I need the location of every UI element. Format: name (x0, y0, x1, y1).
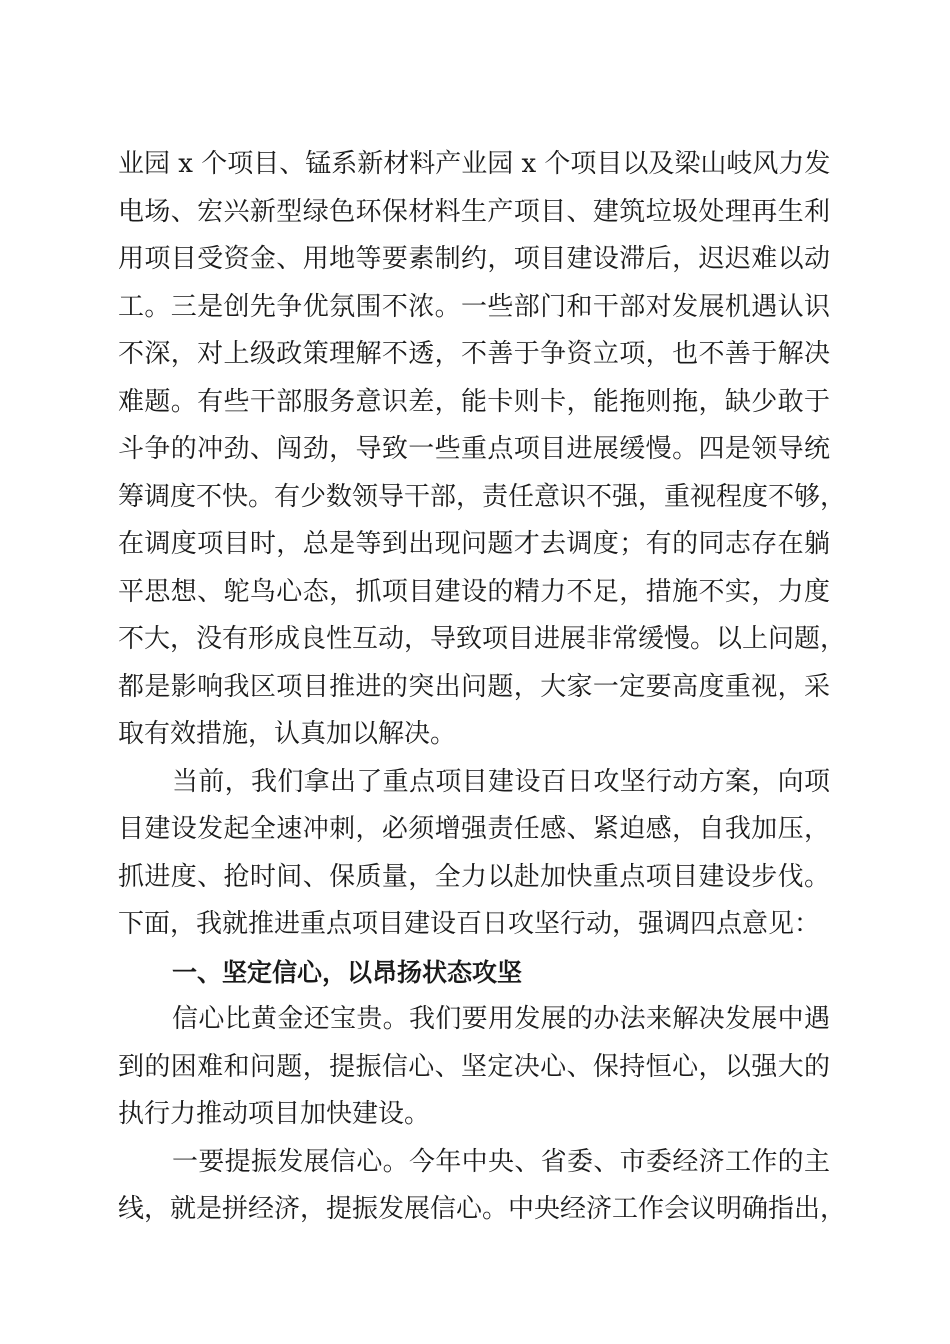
text-line-21: 执行力推动项目加快建设。 (118, 1099, 431, 1129)
text-line-13: 取有效措施，认真加以解决。 (118, 719, 457, 749)
text-line-19: 信心比黄金还宝贵。我们要用发展的办法来解决发展中遇 (172, 1004, 830, 1034)
text-line-4: 工。三是创先争优氛围不浓。一些部门和干部对发展机遇认识 (118, 291, 830, 322)
text-line-8: 筹调度不快。有少数领导干部，责任意识不强，重视程度不够， (118, 481, 847, 512)
section-heading: 一、坚定信心，以昂扬状态攻坚 (172, 957, 523, 987)
text-line-16: 抓进度、抢时间、保质量，全力以赴加快重点项目建设步伐。 (118, 861, 830, 892)
text-line-22: 一要提振发展信心。今年中央、省委、市委经济工作的主 (172, 1146, 830, 1177)
document-body (118, 141, 847, 1234)
text-line-3: 用项目受资金、用地等要素制约，项目建设滞后，迟迟难以动 (118, 244, 830, 274)
text-line-15: 目建设发起全速冲刺，必须增强责任感、紧迫感，自我加压， (118, 814, 830, 844)
text-line-11: 不大，没有形成良性互动，导致项目进展非常缓慢。以上问题， (118, 624, 847, 654)
text-line-1: 业园 x 个项目、锰系新材料产业园 x 个项目以及梁山岐风力发 (118, 149, 831, 179)
text-line-17: 下面，我就推进重点项目建设百日攻坚行动，强调四点意见： (118, 909, 821, 939)
text-line-5: 不深，对上级政策理解不透，不善于争资立项，也不善于解决 (118, 339, 830, 369)
text-line-20: 到的困难和问题，提振信心、坚定决心、保持恒心，以强大的 (118, 1051, 830, 1082)
text-line-6: 难题。有些干部服务意识差，能卡则卡，能拖则拖，缺少敢于 (118, 386, 830, 417)
text-line-10: 平思想、鸵鸟心态，抓项目建设的精力不足，措施不实，力度 (118, 576, 830, 607)
text-line-12: 都是影响我区项目推进的突出问题，大家一定要高度重视，采 (118, 671, 830, 702)
text-line-23: 线，就是拼经济，提振发展信心。中央经济工作会议明确指出， (118, 1194, 847, 1224)
text-line-9: 在调度项目时，总是等到出现问题才去调度；有的同志存在躺 (118, 529, 830, 559)
text-line-2: 电场、宏兴新型绿色环保材料生产项目、建筑垃圾处理再生利 (118, 196, 830, 227)
text-line-14: 当前，我们拿出了重点项目建设百日攻坚行动方案，向项 (172, 766, 830, 797)
text-line-7: 斗争的冲劲、闯劲，导致一些重点项目进展缓慢。四是领导统 (118, 434, 830, 464)
